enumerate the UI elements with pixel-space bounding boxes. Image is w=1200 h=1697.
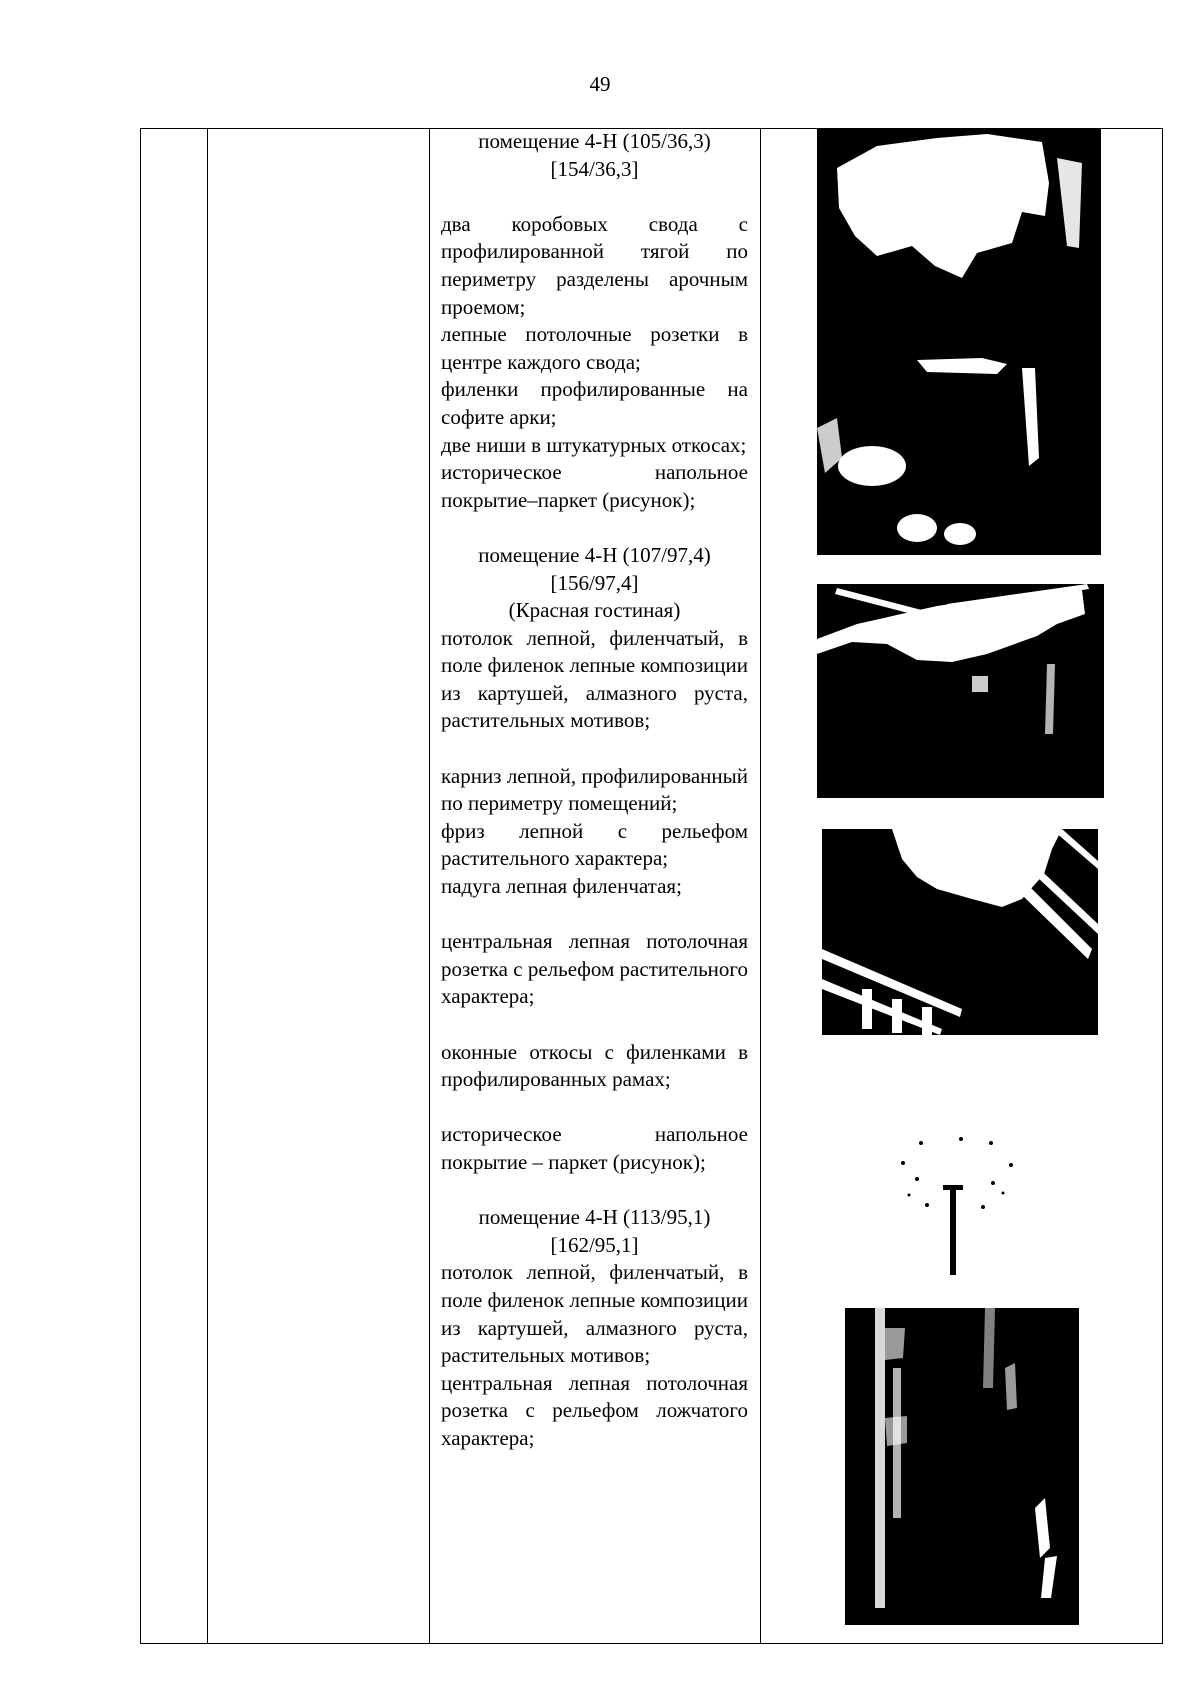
section-heading: [156/97,4]: [550, 570, 639, 595]
feature-item: карниз лепной, профилированный по периметру помещений;: [441, 763, 748, 816]
photo-ceiling-rosette: [893, 1135, 1023, 1280]
photo-cornice: [822, 829, 1098, 1035]
feature-item: потолок лепной, филенчатый, в поле филенок лепные композиции из картушей, алмазного руста, растительных мотивов;: [441, 1260, 748, 1368]
feature-item: филенки профилированные на софите арки;: [441, 377, 748, 429]
feature-item: центральная лепная потолочная розетка с рельефом ложчатого характера;: [441, 1370, 748, 1450]
section-heading: помещение 4-Н (105/36,3): [478, 129, 711, 153]
photo-red-drawing-room-ceiling: [817, 584, 1104, 798]
section-heading: [154/36,3]: [550, 156, 639, 181]
feature-item: историческое напольное покрытие–паркет (рисунок);: [441, 460, 748, 512]
column-divider-2: [429, 129, 430, 1643]
feature-item: центральная лепная потолочная розетка с рельефом растительного характера;: [441, 929, 748, 1009]
description-column: [441, 128, 748, 1453]
feature-item: фриз лепной с рельефом растительного характера;: [441, 818, 748, 871]
feature-item: историческое напольное покрытие – паркет (рисунок);: [441, 1122, 748, 1174]
feature-item: оконные откосы с филенками в профилированных рамах;: [441, 1039, 748, 1092]
section-heading: помещение 4-Н (113/95,1): [478, 1205, 711, 1230]
section-heading: (Красная гостиная): [508, 598, 681, 623]
section-heading: помещение 4-Н (107/97,4): [478, 542, 711, 567]
feature-item: два коробовых свода с профилированной тягой по периметру разделены арочным проемом;: [441, 211, 748, 319]
column-divider-3: [760, 129, 761, 1643]
page-number: 49: [589, 72, 611, 96]
feature-item: лепные потолочные розетки в центре каждого свода;: [441, 322, 748, 374]
feature-item: две ниши в штукатурных откосах;: [441, 432, 747, 457]
photo-room-interior: [845, 1308, 1079, 1625]
column-divider-1: [207, 129, 208, 1643]
feature-item: падуга лепная филенчатая;: [441, 874, 682, 899]
feature-item: потолок лепной, филенчатый, в поле филенок лепные композиции из картушей, алмазного руста, растительных мотивов;: [441, 625, 748, 733]
section-heading: [162/95,1]: [550, 1232, 639, 1257]
photo-vaulted-ceiling: [817, 128, 1101, 555]
